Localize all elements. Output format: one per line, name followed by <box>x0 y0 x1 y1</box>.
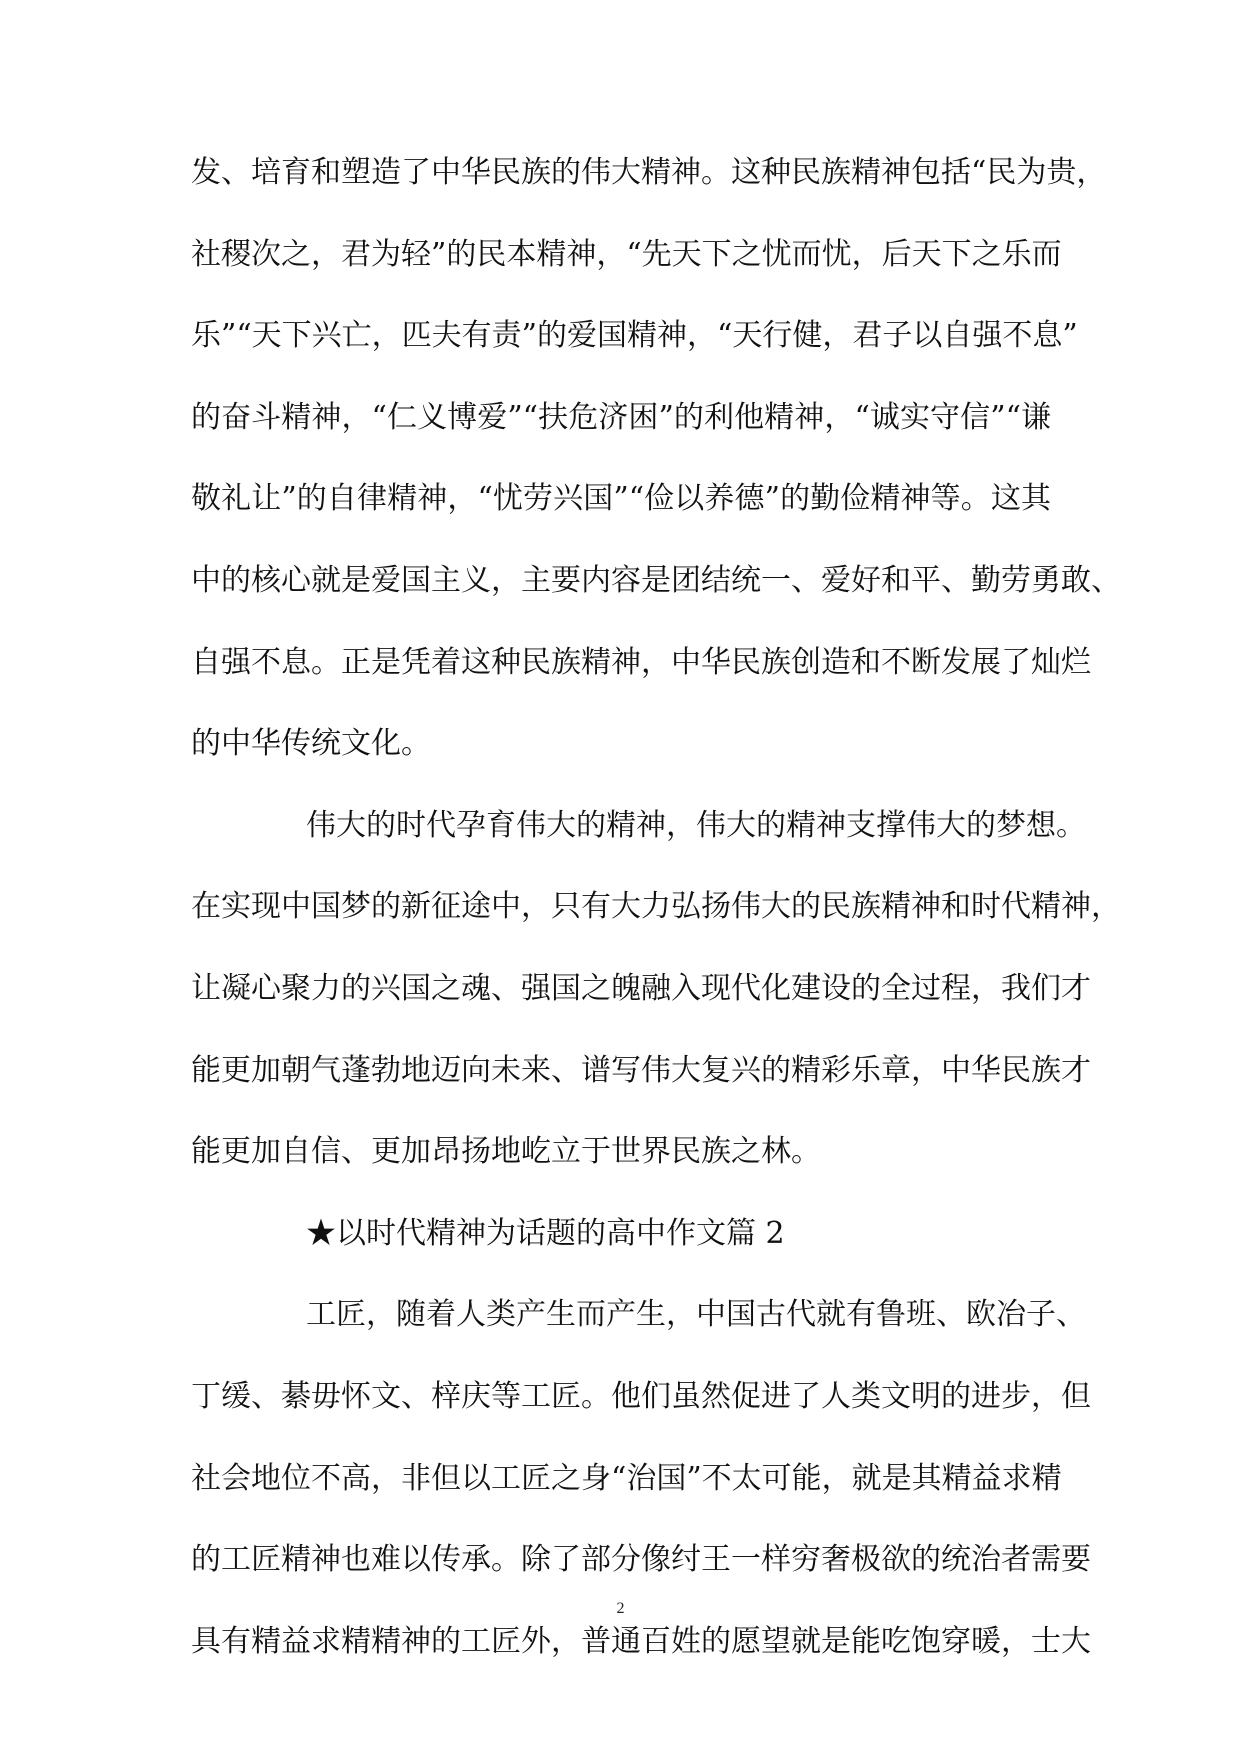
text-line: 社会地位不高，非但以工匠之身“治国”不太可能，就是其精益求精 <box>191 1460 1062 1496</box>
text-line: 丁缓、綦毋怀文、梓庆等工匠。他们虽然促进了人类文明的进步，但 <box>191 1378 1091 1414</box>
text-line: 的奋斗精神，“仁义博爱”“扶危济困”的利他精神，“诚实守信”“谦 <box>191 399 1051 435</box>
text-line: 让凝心聚力的兴国之魂、强国之魄融入现代化建设的全过程，我们才 <box>191 970 1091 1006</box>
text-line: 乐”“天下兴亡，匹夫有责”的爱国精神，“天行健，君子以自强不息” <box>191 318 1078 354</box>
text-line: 具有精益求精精神的工匠外，普通百姓的愿望就是能吃饱穿暖，士大 <box>191 1623 1091 1659</box>
paragraph-start-line: 工匠，随着人类产生而产生，中国古代就有鲁班、欧冶子、 <box>306 1297 1086 1333</box>
page-number: 2 <box>616 1600 625 1617</box>
text-line: 能更加朝气蓬勃地迈向未来、谱写伟大复兴的精彩乐章，中华民族才 <box>191 1052 1091 1088</box>
text-line: 的工匠精神也难以传承。除了部分像纣王一样穷奢极欲的统治者需要 <box>191 1542 1091 1578</box>
text-line: 在实现中国梦的新征途中，只有大力弘扬伟大的民族精神和时代精神， <box>191 889 1121 925</box>
text-line: 发、培育和塑造了中华民族的伟大精神。这种民族精神包括“民为贵， <box>191 155 1107 190</box>
body-text <box>191 142 1121 1692</box>
text-line: 自强不息。正是凭着这种民族精神，中华民族创造和不断发展了灿烂 <box>191 644 1091 680</box>
paragraph-start-line: 伟大的时代孕育伟大的精神，伟大的精神支撑伟大的梦想。 <box>306 807 1086 843</box>
text-line: 社稷次之，君为轻”的民本精神，“先天下之忧而忧，后天下之乐而 <box>191 236 1062 272</box>
text-line: 敬礼让”的自律精神，“忧劳兴国”“俭以养德”的勤俭精神等。这其 <box>191 481 1051 517</box>
text-line: 的中华传统文化。 <box>191 726 431 762</box>
section-heading: ★以时代精神为话题的高中作文篇 2 <box>306 1215 785 1251</box>
text-line: 中的核心就是爱国主义，主要内容是团结统一、爱好和平、勤劳勇敢、 <box>191 562 1121 598</box>
text-line: 能更加自信、更加昂扬地屹立于世界民族之林。 <box>191 1134 821 1170</box>
